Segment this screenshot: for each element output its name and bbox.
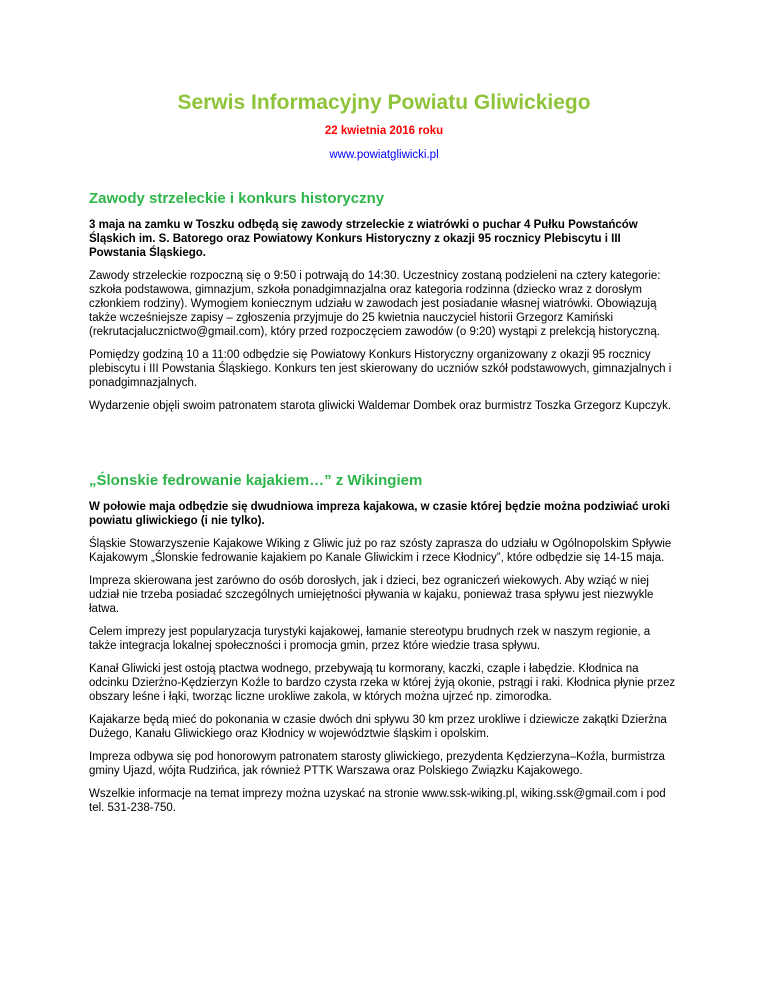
article-kayak-event bbox=[89, 472, 679, 824]
article-paragraph: Wydarzenie objęli swoim patronatem starota gliwicki Waldemar Dombek oraz burmistrz Toszka Grzegorz Kupczyk. bbox=[89, 400, 672, 412]
article-shooting-contest bbox=[89, 190, 679, 422]
document-title: Serwis Informacyjny Powiatu Gliwickiego bbox=[177, 91, 591, 114]
article-paragraph: Wszelkie informacje na temat imprezy można uzyskać na stronie www.ssk-wiking.pl, wiking.ssk@gmail.com i pod tel. 531-238-750. bbox=[89, 788, 666, 814]
website-link[interactable]: www.powiatgliwicki.pl bbox=[329, 149, 439, 161]
document-header bbox=[0, 90, 768, 162]
article-paragraph: Kajakarze będą mieć do pokonania w czasie dwóch dni spływu 30 km przez urokliwe i dziewicze zakątki Dzierżna Dużego, Kanału Gliwickiego oraz Kłodnicy w województwie śląskim i opolskim. bbox=[89, 714, 667, 740]
article-paragraph: Śląskie Stowarzyszenie Kajakowe Wiking z Gliwic już po raz szósty zaprasza do udziału w Ogólnopolskim Spływie Kajakowym „Ślonskie fedrowanie kajakiem po Kanale Gliwickim i rzece Kłodnicy”, które odbędzie się 14-15 maja. bbox=[89, 538, 672, 564]
article-lead: W połowie maja odbędzie się dwudniowa impreza kajakowa, w czasie której będzie można podziwiać uroki powiatu gliwickiego (i nie tylko). bbox=[89, 501, 670, 527]
article-paragraph: Impreza skierowana jest zarówno do osób dorosłych, jak i dzieci, bez ograniczeń wiekowych. Aby wziąć w niej udział nie trzeba posiadać szczególnych umiejętności pływania w kajaku, ponieważ trasa spływu jest niezwykle łatwa. bbox=[89, 575, 654, 615]
article-paragraph: Impreza odbywa się pod honorowym patronatem starosty gliwickiego, prezydenta Kędzierzyna–Koźla, burmistrza gminy Ujazd, wójta Rudzińca, jak również PTTK Warszawa oraz Polskiego Związku Kajakowego. bbox=[89, 751, 665, 777]
document-date: 22 kwietnia 2016 roku bbox=[324, 125, 444, 137]
article-paragraph: Kanał Gliwicki jest ostoją ptactwa wodnego, przebywają tu kormorany, kaczki, czaple i łabędzie. Kłodnica na odcinku Dzierżno-Kędzierzyn Koźle to bardzo czysta rzeka w której żyją okonie, pstrągi i raki. Kłodnica płynie przez obszary leśne i łąki, tworząc liczne urokliwe zakola, w których można ujrzeć np. zimorodka. bbox=[89, 663, 676, 703]
article-lead: 3 maja na zamku w Toszku odbędą się zawody strzeleckie z wiatrówki o puchar 4 Pułku Powstańców Śląskich im. S. Batorego oraz Powiatowy Konkurs Historyczny z okazji 95 rocznicy Plebiscytu i III Powstania Śląskiego. bbox=[89, 219, 638, 259]
article-paragraph: Celem imprezy jest popularyzacja turystyki kajakowej, łamanie stereotypu brudnych rzek w naszym regionie, a także integracja lokalnej społeczności i promocja gmin, przez które wiedzie trasa spływu. bbox=[89, 626, 651, 652]
article-paragraph: Zawody strzeleckie rozpoczną się o 9:50 i potrwają do 14:30. Uczestnicy zostaną podzieleni na cztery kategorie: szkoła podstawowa, gimnazjum, szkoła ponadgimnazjalna oraz kategoria rodzinna (dziecko wraz z dorosłym członkiem rodziny). Wymogiem koniecznym udziału w zawodach jest posiadanie własnej wiatrówki. Obowiązują także wcześniejsze zapisy – zgłoszenia przyjmuje do 25 kwietnia nauczyciel historii Grzegorz Kamiński (rekrutacjalucznictwo@gmail.com), który przed rozpoczęciem zawodów (o 9:20) wystąpi z prelekcją historyczną. bbox=[89, 270, 661, 338]
article-paragraph: Pomiędzy godziną 10 a 11:00 odbędzie się Powiatowy Konkurs Historyczny organizowany z okazji 95 rocznicy plebiscytu i III Powstania Śląskiego. Konkurs ten jest skierowany do uczniów szkół podstawowych, gimnazjalnych i ponadgimnazjalnych. bbox=[89, 349, 672, 389]
article-heading: Zawody strzeleckie i konkurs historyczny bbox=[89, 190, 385, 207]
article-heading: „Ślonskie fedrowanie kajakiem…” z Wikingiem bbox=[89, 472, 423, 489]
